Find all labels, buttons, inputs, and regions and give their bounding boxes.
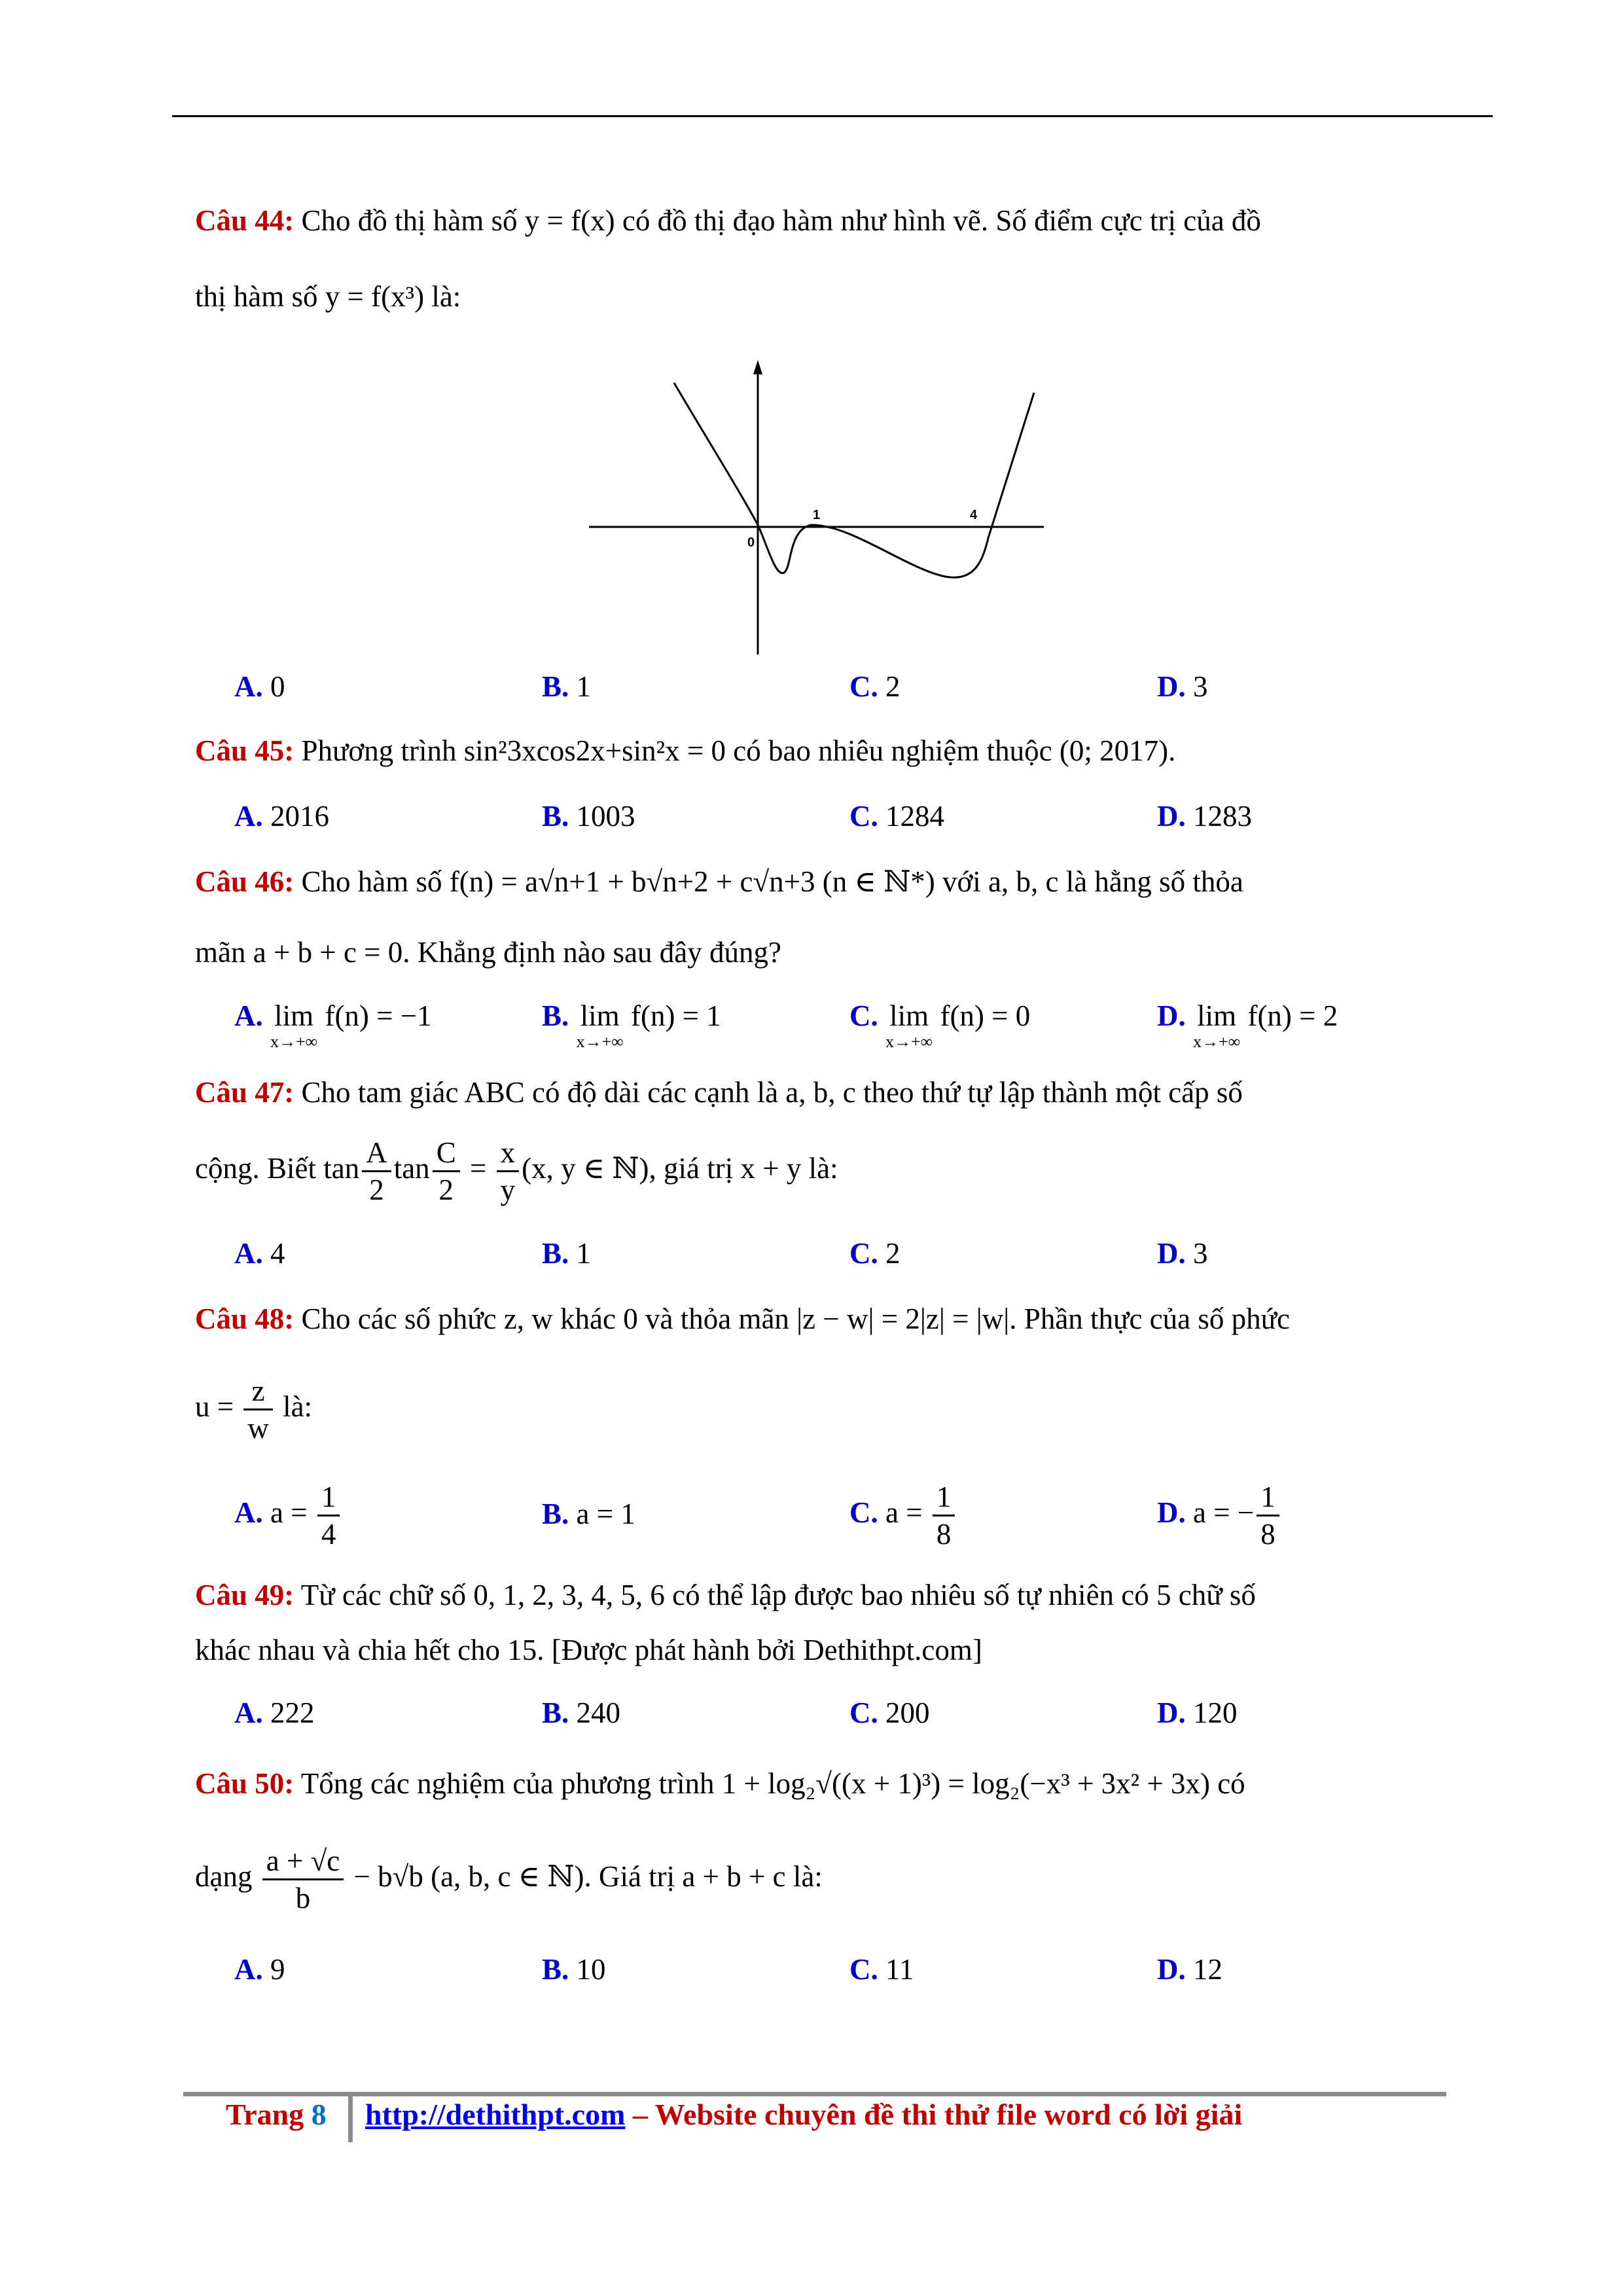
- question-49: Câu 49: Từ các chữ số 0, 1, 2, 3, 4, 5, 6 có thể lập được bao nhiêu số tự nhiên có 5 chữ số: [195, 1579, 1256, 1611]
- graph-label-4: 4: [970, 508, 978, 522]
- answer-47-d[interactable]: D. 3: [1157, 1237, 1208, 1270]
- answer-44-d[interactable]: D. 3: [1157, 670, 1208, 703]
- fraction-z-w: $\frac{z}{w}$: [243, 1373, 273, 1446]
- question-50-line2: dạng $\frac{a + √c}{b}$ − b√b (a, b, c ∈ ℕ). Giá trị a + b + c là:: [195, 1844, 823, 1914]
- answer-50-b[interactable]: B. 10: [542, 1953, 606, 1986]
- answer-45-c[interactable]: C. 1284: [849, 800, 944, 833]
- derivative-curve: [674, 383, 1034, 577]
- footer-text: http://dethithpt.com – Website chuyên đề thi thử file word có lời giải: [365, 2098, 1243, 2131]
- answer-46-c[interactable]: C. lim x→+∞ f(n) = 0: [849, 999, 1031, 1051]
- graph-label-1: 1: [813, 508, 821, 522]
- answer-50-d[interactable]: D. 12: [1157, 1953, 1222, 1986]
- answer-45-a[interactable]: A. 2016: [234, 800, 329, 833]
- fraction-x-y: $\frac{x}{y}$: [497, 1135, 520, 1208]
- footer-separator: [348, 2096, 353, 2142]
- answer-44-c[interactable]: C. 2: [849, 670, 901, 703]
- question-50: Câu 50: Tổng các nghiệm của phương trình 1 + log₂√((x + 1)³) = log₂(−x³ + 3x² + 3x) có: [195, 1767, 1245, 1800]
- answer-44-a[interactable]: A. 0: [234, 670, 285, 703]
- y-axis-arrow: [753, 360, 762, 374]
- answer-47-a[interactable]: A. 4: [234, 1237, 285, 1270]
- question-44-line2: [195, 279, 1419, 314]
- answer-47-c[interactable]: C. 2: [849, 1237, 901, 1270]
- fraction-a-sqrt-c-b: $\frac{a + √c}{b}$: [262, 1843, 344, 1916]
- question-47: Câu 47: Cho tam giác ABC có độ dài các cạnh là a, b, c theo thứ tự lập thành một cấp số: [195, 1076, 1243, 1109]
- question-text: Cho đồ thị hàm số y = f(x) có đồ thị đạo hàm như hình vẽ. Số điểm cực trị của đồ: [294, 204, 1261, 237]
- header-rule: [172, 115, 1493, 117]
- answer-46-d[interactable]: D. lim x→+∞ f(n) = 2: [1157, 999, 1338, 1051]
- answer-46-b[interactable]: B. lim x→+∞ f(n) = 1: [542, 999, 721, 1051]
- answer-49-b[interactable]: B. 240: [542, 1696, 621, 1729]
- answer-48-a[interactable]: A. a = $\frac{1}{4}$: [234, 1479, 342, 1552]
- question-44: [195, 203, 1419, 238]
- question-47-line2: cộng. Biết tan $\frac{A}{2}$ tan $\frac{C}{2}$ = $\frac{x}{y}$ (x, y ∈ ℕ), giá trị x + y là:: [195, 1136, 838, 1206]
- question-text: thị hàm số y = f(x³) là:: [195, 280, 461, 313]
- question-46-line2: mãn a + b + c = 0. Khẳng định nào sau đây đúng?: [195, 936, 781, 969]
- fraction-c-2: $\frac{C}{2}$: [433, 1135, 460, 1208]
- footer-rule: [183, 2092, 1446, 2096]
- answer-47-b[interactable]: B. 1: [542, 1237, 592, 1270]
- page-number: Trang 8: [226, 2098, 327, 2131]
- answer-48-c[interactable]: C. a = $\frac{1}{8}$: [849, 1479, 957, 1552]
- answer-45-d[interactable]: D. 1283: [1157, 800, 1252, 833]
- graph-label-0: 0: [747, 535, 755, 550]
- answer-45-b[interactable]: B. 1003: [542, 800, 635, 833]
- answer-50-c[interactable]: C. 11: [849, 1953, 914, 1986]
- answer-46-a[interactable]: A. lim x→+∞ f(n) = −1: [234, 999, 432, 1051]
- answer-50-a[interactable]: A. 9: [234, 1953, 285, 1986]
- question-label: Câu 44:: [195, 204, 294, 237]
- answer-44-b[interactable]: B. 1: [542, 670, 592, 703]
- question-48-line2: u = $\frac{z}{w}$ là:: [195, 1374, 313, 1444]
- answer-49-d[interactable]: D. 120: [1157, 1696, 1238, 1729]
- answer-48-d[interactable]: D. a = − $\frac{1}{8}$: [1157, 1479, 1282, 1552]
- question-45: Câu 45: Phương trình sin²3xcos2x+sin²x = 0 có bao nhiêu nghiệm thuộc (0; 2017).: [195, 734, 1176, 767]
- question-49-line2: khác nhau và chia hết cho 15. [Được phát hành bởi Dethithpt.com]: [195, 1634, 982, 1666]
- question-48: Câu 48: Cho các số phức z, w khác 0 và thỏa mãn |z − w| = 2|z| = |w|. Phần thực của số phức: [195, 1302, 1290, 1335]
- fraction-a-2: $\frac{A}{2}$: [362, 1135, 391, 1208]
- footer-link[interactable]: http://dethithpt.com: [365, 2098, 626, 2131]
- question-46: Câu 46: Cho hàm số f(n) = a√n+1 + b√n+2 + c√n+3 (n ∈ ℕ*) với a, b, c là hằng số thỏa: [195, 865, 1243, 898]
- answer-48-b[interactable]: B. a = 1: [542, 1498, 635, 1530]
- answer-49-c[interactable]: C. 200: [849, 1696, 930, 1729]
- derivative-graph: [576, 353, 1047, 661]
- answer-49-a[interactable]: A. 222: [234, 1696, 315, 1729]
